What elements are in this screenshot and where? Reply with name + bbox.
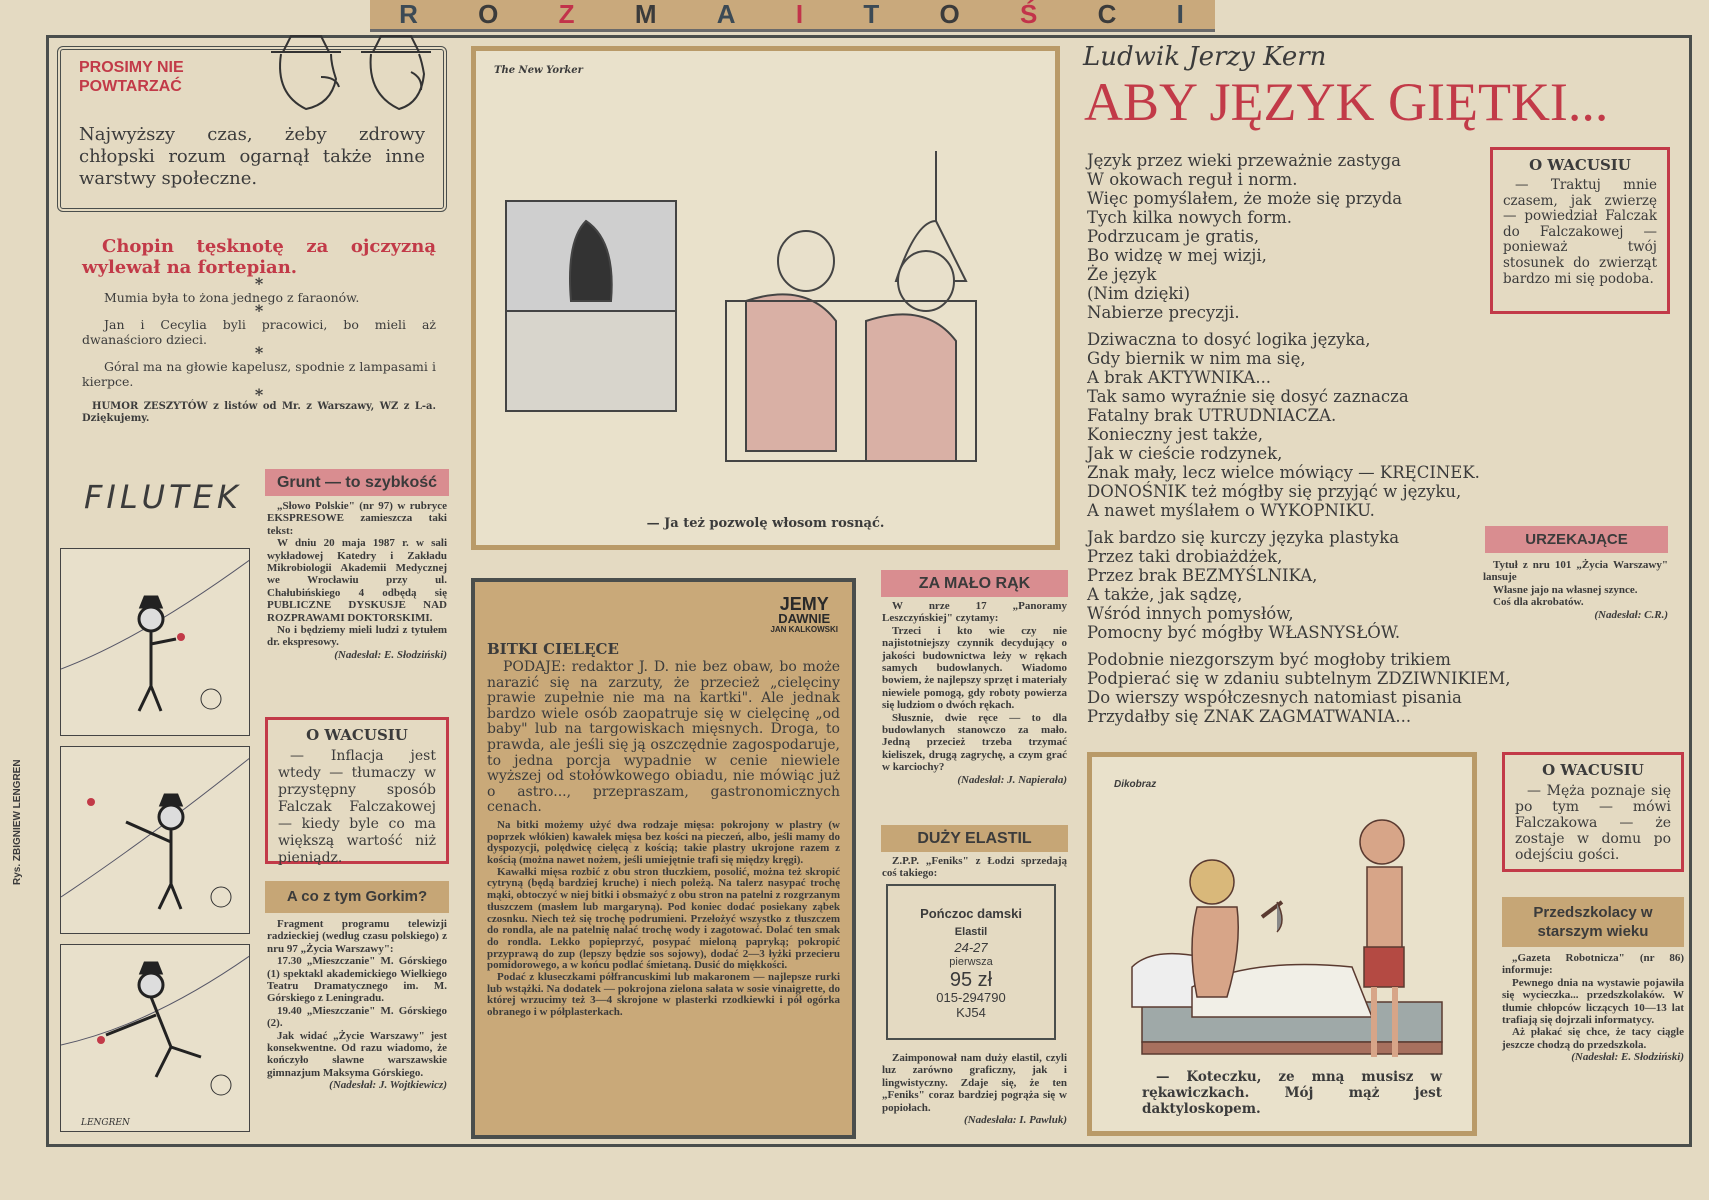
urzekajace-sender: (Nadesłał: C.R.) — [1594, 608, 1668, 621]
new-yorker-cartoon — [471, 46, 1060, 550]
masthead-letter: O — [939, 0, 962, 29]
poem-stanza — [1087, 330, 1507, 520]
humor-footer: HUMOR ZESZYTÓW z listów od Mr. z Warszawy, WZ z L-a. Dziękujemy. — [82, 401, 436, 424]
bedroom-couple-drawing-icon — [1112, 787, 1462, 1077]
prosimy-title: PROSIMY NIE — [79, 59, 184, 76]
poem-line: Do wierszy współczesnych natomiast pisania — [1087, 688, 1462, 707]
gorki-sender: (Nadesłał: J. Wojtkiewicz) — [329, 1079, 447, 1092]
cartoon-source: Dikobraz — [1114, 779, 1157, 790]
poem-line: Nabierze precyzji. — [1087, 303, 1240, 322]
poem-line: Wśród innych pomysłów, — [1087, 604, 1294, 623]
tag-line: Elastil — [954, 926, 988, 938]
gorki-paragraph: Fragment programu telewizji radzieckiej (według czasu polskiego) z nru 97 „Życia Warszawy": — [267, 918, 447, 955]
recipe-intro: PODAJE: redaktor J. D. nie bez obaw, bo może narazić się na zarzuty, że przecież „cielęciny prawie zupełnie nie ma na kartki". Ale jednak bardzo wiele osób zaopatruje się w cielęcinę „od baby" lub na targowiskach mięsnych. Droga, to prawda, ale jeśli się ją oszczędnie zagospodaruje, to jedna porcja wypadnie w cenie niewiele wyższej od stołówkowego obiadu, nie mówiąc już o astro..., przepraszam, gastronomicznych cenach. — [487, 659, 840, 816]
poem-line: Podpierać się w zdaniu subtelnym ZDZIWNIKIEM, — [1087, 669, 1511, 688]
grunt-paragraph: No i będziemy mieli ludzi z tytułem dr. ekspresowy. — [267, 624, 447, 649]
poem-line: A także, jak sądzę, — [1087, 585, 1243, 604]
elastil-sender: (Nadesłała: I. Pawluk) — [964, 1114, 1067, 1127]
poem-line: (Nim dzięki) — [1087, 284, 1191, 303]
poem-line: DONOŚNIK też mógłby się przyjąć w języku, — [1087, 482, 1462, 501]
tv-couple-drawing-icon — [496, 91, 1036, 491]
poem-line: Więc pomyślałem, że może się przyda — [1087, 189, 1403, 208]
prosimy-title: POWTARZAĆ — [79, 78, 182, 95]
malo-paragraph: Trzeci i kto wie czy nie najistotniejszy czynnik decydujący o jakości budownictwa leży w rękach samych budowlanych. Wiadomo bowiem, że najlepszy sprzęt i materiały niewiele pomogą, gdy roboty powierza się ludziom o dwóch rękach. — [882, 624, 1067, 712]
prosimy-text: Najwyższy czas, żeby zdrowy chłopski rozum ogarnął także inne warstwy społeczne. — [79, 124, 425, 189]
elastil-article — [882, 1052, 1067, 1126]
wacusiu-box-1 — [265, 717, 449, 864]
wacusiu-box-2 — [1490, 147, 1670, 314]
cartoon-caption: — Koteczku, ze mną musisz w rękawiczkach. Mój mąż jest daktyloskopem. — [1142, 1069, 1442, 1117]
filutek-panel-1 — [60, 548, 250, 736]
cartoon-source: The New Yorker — [494, 65, 583, 76]
grunt-header: Grunt — to szybkość — [265, 469, 449, 496]
poem-line: Podrzucam je gratis, — [1087, 227, 1260, 246]
masthead-letter: I — [1176, 0, 1186, 29]
urzekajace-paragraph: Tytuł z nru 101 „Życia Warszawy" lansuje — [1483, 559, 1668, 584]
gorki-header: A co z tym Gorkim? — [265, 881, 449, 913]
poem-stanza — [1087, 528, 1507, 642]
logo-word: JEMY — [779, 594, 829, 614]
humor-zeszytow — [82, 236, 436, 425]
malo-header: ZA MAŁO RĄK — [881, 570, 1068, 597]
humor-item: Góral ma na głowie kapelusz, spodnie z lampasami i kierpce. — [82, 359, 436, 389]
poem-line: Przydałby się ZNAK ZAGMATWANIA... — [1087, 707, 1412, 726]
tag-line: pierwsza — [949, 956, 993, 968]
malo-sender: (Nadesłał: J. Napierała) — [957, 773, 1067, 786]
przedszkolacy-paragraph: Aż płakać się chce, że tacy ciągle jeszcze chodzą do przedszkola. — [1502, 1026, 1684, 1051]
poem-line: Podobnie niezgorszym być mogłoby trikiem — [1087, 650, 1451, 669]
poem-body — [1087, 151, 1511, 734]
wacusiu-title: O WACUSIU — [1542, 761, 1644, 779]
malo-article — [882, 600, 1067, 786]
poem-author: Ludwik Jerzy Kern — [1083, 42, 1327, 72]
grunt-article — [267, 500, 447, 661]
masthead-letter: Ś — [1019, 0, 1040, 29]
humor-item: Jan i Cecylia byli pracowici, bo mieli aż dwanaścioro dzieci. — [82, 317, 436, 347]
masthead-letter: C — [1097, 0, 1119, 29]
przedszkolacy-header: Przedszkolacy w starszym wieku — [1502, 897, 1684, 947]
filutek-cartoon-strip — [60, 548, 250, 1132]
prosimy-box — [57, 46, 447, 212]
grunt-paragraph: W dniu 20 maja 1987 r. w sali wykładowej Katedry i Zakładu Mikrobiologii Akademii Medycznej we Wrocławiu przy ul. Chałubińskiego 4 odbędą się PUBLICZNE DYSKUSJE NAD ROZPRAWAMI DOKTORSKIMI. — [267, 537, 447, 624]
poem-line: Tych kilka nowych form. — [1087, 208, 1293, 227]
filutek-panel-2 — [60, 746, 250, 934]
tag-line: Pończoc damski — [920, 906, 1022, 921]
elastil-text: Zaimponował nam duży elastil, czyli luz zarówno graficzny, jak i lingwistyczny. Zdaje się, że ten „Feniks" coraz bardziej pogrąża się w popiołach. — [882, 1052, 1067, 1114]
poem-stanza — [1087, 151, 1507, 322]
tag-line: 24-27 — [954, 940, 988, 955]
cartoon-caption: — Ja też pozwolę włosom rosnąć. — [646, 516, 885, 531]
wacusiu-text: — Męża poznaje się po tym — mówi Falczakowa — że zostaje w domu po odejściu gości. — [1515, 783, 1671, 863]
price-tag — [886, 884, 1056, 1040]
wacusiu-text: — Traktuj mnie czasem, jak zwierzę — powiedział Falczak do Falczakowej — ponieważ twój stosunek do zwierząt bardzo mi się podoba. — [1503, 177, 1657, 287]
tag-code: 015-294790 — [936, 990, 1006, 1005]
recipe-paragraph: Kawałki mięsa rozbić z obu stron tłuczkiem, posolić, można też skropić cytryną (będą bardziej kruche) i niech poleżą. Na talerz nasypać trochę mąki, obtoczyć w niej bitki i obsmażyć z obu stron na patelni z rozgrzanym tłuszczem (masłem lub margaryną). Pod koniec dodać posiekany ząbek czosnku. Niech też się trochę podrumieni. Przełożyć wszystko z tłuszczem do rondla, ale na patelnię nalać trochę wody i zagotować. Dolać ten smak do rondla. Lekko popieprzyć, posypać mieloną papryką; pokropić przyprawą do zup (lepszy będzie sos sojowy), dodać 2—3 łyżki przecieru pomidorowego, a w końcu podlać śmietaną. Dusić do miękkości. — [487, 865, 840, 972]
elastil-header: DUŻY ELASTIL — [881, 825, 1068, 852]
recipe-author: JAN KALKOWSKI — [770, 625, 838, 634]
tag-kj: KJ54 — [956, 1005, 986, 1020]
poem-line: Jak bardzo się kurczy języka plastyka — [1087, 528, 1400, 547]
dikobraz-cartoon — [1087, 752, 1477, 1136]
poem-line: Dziwaczna to dosyć logika języka, — [1087, 330, 1371, 349]
star-divider: * — [254, 274, 264, 293]
recipe-title: BITKI CIELĘCE — [487, 640, 619, 658]
poem-line: Konieczny jest także, — [1087, 425, 1264, 444]
recipe-paragraph: Na bitki możemy użyć dwa rodzaje mięsa: pokrojony w plastry (w poprzek włókien) kawałek mięsa bez kości na pieczeń, albo, jeśli mamy do dyspozycji, polędwicę cielęcą z kością; takie plastry ukrojone razem z kością (można nawet nożem, jeśli umiejętnie trafi się między kręgi). — [487, 818, 840, 867]
poem-line: Przez brak BEZMYŚLNIKA, — [1087, 566, 1318, 585]
star-divider: * — [254, 301, 264, 320]
malo-paragraph: Słusznie, dwie ręce — to dla budowlanych stanowczo za mało. Jedną przecież trzeba trzymać kieliszek, drugą zagrychę, a czym grać w karciochy? — [882, 711, 1067, 774]
poem-line: Że język — [1087, 265, 1157, 284]
przedszkolacy-paragraph: Pewnego dnia na wystawie pojawiła się wycieczka... przedszkolaków. W tłumie chłopców liczących 10—13 lat trafiają się dojrzali informatycy. — [1502, 976, 1684, 1027]
przedszkolacy-paragraph: „Gazeta Robotnicza" (nr 86) informuje: — [1502, 952, 1684, 977]
star-divider: * — [254, 343, 264, 362]
grunt-paragraph: „Słowo Polskie" (nr 97) w rubryce EKSPRESOWE zamieszcza taki tekst: — [267, 500, 447, 537]
poem-line: Bo widzę w mej wizji, — [1087, 246, 1267, 265]
poem-line: A nawet myślałem o WYKOPNIKU. — [1087, 501, 1375, 520]
masthead-letter: I — [795, 0, 806, 29]
recipe-box — [471, 578, 856, 1139]
filutek-logo: FILUTEK — [84, 478, 242, 516]
grunt-sender: (Nadesłał: E. Słodziński) — [334, 648, 447, 661]
urzekajace-paragraph: Własne jajo na własnej szynce. — [1493, 583, 1638, 596]
masthead-letter: R — [399, 0, 420, 29]
masthead-letter: O — [478, 0, 501, 29]
filutek-panel-3 — [60, 944, 250, 1132]
poem-title: ABY JĘZYK GIĘTKI... — [1084, 72, 1609, 132]
elastil-intro-text: Z.P.P. „Feniks" z Łodzi sprzedają coś takiego: — [882, 855, 1067, 880]
wacusiu-title: O WACUSIU — [306, 726, 408, 744]
urzekajace-article — [1483, 559, 1668, 621]
malo-paragraph: W nrze 17 „Panoramy Leszczyńskiej" czytamy: — [882, 600, 1067, 625]
poem-line: Pomocny być mógłby WŁASNYSŁÓW. — [1087, 623, 1401, 642]
two-faces-drawing-icon — [261, 32, 441, 122]
gorki-paragraph: 17.30 „Mieszczanie" M. Górskiego (1) spektakl akademickiego Wielkiego Teatru Dramatycznego im. M. Górskiego z Leningradu. — [267, 955, 447, 1005]
gorki-paragraph: Jak widać „Życie Warszawy" jest konsekwentne. Od razu wiadomo, że kończyło sławne warszawskie gimnazjum Maksyma Górskiego. — [267, 1029, 447, 1079]
logo-word: DAWNIE — [778, 611, 831, 626]
illustrator-credit: Rys. ZBIGNIEW LENGREN — [12, 759, 23, 885]
humor-item: Mumia była to żona jednego z faraonów. — [104, 290, 360, 305]
poem-line: Jak w cieście rodzynek, — [1087, 444, 1283, 463]
masthead-letter: Z — [558, 0, 577, 29]
masthead-letter: A — [716, 0, 738, 29]
poem-line: A brak AKTYWNIKA... — [1087, 368, 1272, 387]
wacusiu-text: — Inflacja jest wtedy — tłumaczy w przystępny sposób Falczak Falczakowej — kiedy byle co ma większą wartość niż pieniądz. — [278, 748, 436, 866]
star-divider: * — [254, 385, 264, 404]
poem-stanza — [1087, 650, 1511, 726]
poem-line: Znak mały, lecz wielce mówiący — KRĘCINEK. — [1087, 463, 1480, 482]
recipe-paragraph: Podać z kluseczkami półfrancuskimi lub makaronem — najlepsze rurki lub wstążki. Na dodatek — pokrojona zielona sałata w sosie vinaigrette, do której wrzucimy też 3—4 skrojone w plasterki rzodkiewki i pół ogórka obranego i w półplasterkach. — [487, 971, 840, 1019]
poem-line: W okowach reguł i norm. — [1087, 170, 1298, 189]
poem-line: Język przez wieki przeważnie zastyga — [1087, 151, 1401, 170]
elastil-intro — [882, 855, 1067, 880]
urzekajace-header: URZEKAJĄCE — [1485, 526, 1668, 553]
jemy-dawnie-logo — [770, 596, 838, 634]
masthead-rozmaitosci — [370, 0, 1215, 32]
poem-line: Fatalny brak UTRUDNIACZA. — [1087, 406, 1337, 425]
masthead-letter: M — [634, 0, 659, 29]
poem-line: Tak samo wyraźnie się dosyć zaznacza — [1087, 387, 1409, 406]
humor-headline: Chopin tęsknotę za ojczyzną wylewał na fortepian. — [82, 236, 436, 278]
masthead-letter: T — [863, 0, 882, 29]
poem-line: Gdy biernik w nim ma się, — [1087, 349, 1306, 368]
wacusiu-title: O WACUSIU — [1529, 156, 1631, 174]
gorki-paragraph: 19.40 „Mieszczanie" M. Górskiego (2). — [267, 1004, 447, 1030]
tag-price: 95 zł — [949, 969, 993, 991]
lengren-signature: LENGREN — [81, 1118, 130, 1128]
urzekajace-paragraph: Coś dla akrobatów. — [1493, 596, 1584, 609]
poem-line: Przez taki drobiażdżek, — [1087, 547, 1283, 566]
gorki-article — [267, 918, 447, 1092]
wacusiu-box-3 — [1502, 752, 1684, 872]
przedszkolacy-article — [1502, 952, 1684, 1064]
przedszkolacy-sender: (Nadesłał: E. Słodziński) — [1571, 1051, 1684, 1064]
